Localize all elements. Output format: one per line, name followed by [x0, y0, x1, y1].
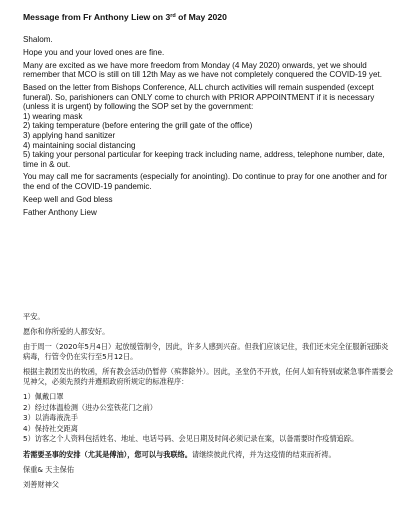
- chinese-sop-item: 5）访客之个人资料包括姓名、地址、电话号码、会见日期及时间必须记录在案，以备需要时作疫情追踪。: [23, 434, 359, 444]
- english-closing: Keep well and God bless: [23, 194, 113, 204]
- english-signature: Father Anthony Liew: [23, 207, 97, 217]
- english-bishops-paragraph: Based on the letter from Bishops Conference, ALL church activities will remain suspended (except funeral). So, parishioners can ONLY come to church with PRIOR APPOINTMENT if it is necessary (unless it is urgent) by following the SOP set by the government:: [23, 82, 375, 112]
- english-message: [23, 12, 395, 217]
- english-sop-item: 4) maintaining social distancing: [23, 140, 136, 150]
- chinese-bishops-paragraph: 根据主教团发出的牧函，所有教会活动仍暂停（殡葬除外）。因此，圣堂仍不开放，任何人如有特别或紧急事件需要会见神父，必须先预约并遵照政府所规定的标准程序：: [23, 367, 394, 386]
- english-sop-item: 3) applying hand sanitizer: [23, 130, 116, 140]
- chinese-sop-item: 4）保持社交距离: [23, 423, 78, 433]
- chinese-signature: 刘善财神父: [23, 479, 59, 489]
- english-wish: Hope you and your loved ones are fine.: [23, 47, 165, 57]
- title-prefix: Message from Fr Anthony Liew on 3: [23, 12, 171, 22]
- chinese-sop-item: 2）经过体温检测（进办公室铁花门之前）: [23, 402, 157, 412]
- english-sop-list: [23, 112, 395, 170]
- chinese-sacraments-paragraph: [23, 450, 395, 460]
- chinese-sop-item: 1）佩戴口罩: [23, 392, 64, 401]
- chinese-message: [23, 312, 395, 490]
- chinese-sacraments-bold: 若需要圣事的安排（尤其是傅油），您可以与我联络。: [23, 449, 192, 459]
- chinese-sop-item: 3）以消毒液洗手: [23, 413, 78, 423]
- english-sop-item: 2) taking temperature (before entering the grill gate of the office): [23, 121, 253, 131]
- english-sacraments-paragraph: You may call me for sacraments (especially for anointing). Do continue to pray for one another and for the end of the COVID-19 pandemic.: [23, 172, 388, 192]
- chinese-closing: 保重& 天主保佑: [23, 464, 75, 474]
- title-suffix: of May 2020: [175, 12, 227, 22]
- chinese-excited-paragraph: 由于周一（2020年5月4日）起放缓管制令，因此，许多人感到兴奋。但我们应该记住，我们还未完全征服新冠肺炎病毒，行管令仍在实行至5月12日。: [23, 342, 389, 361]
- english-sop-item: 5) taking your personal particular for keeping track including name, address, telephone number, date, time in & out.: [23, 150, 385, 169]
- chinese-wish: 愿你和你所爱的人都安好。: [23, 327, 110, 336]
- title-ordinal-suffix: rd: [170, 13, 176, 19]
- chinese-sop-list: [23, 392, 395, 445]
- chinese-sacraments-rest: 请继续彼此代祷，并为这疫情的结束而祈祷。: [191, 449, 336, 459]
- english-sop-item: 1) wearing mask: [23, 111, 83, 121]
- english-greeting: Shalom.: [23, 35, 53, 44]
- english-excited-paragraph: Many are excited as we have more freedom from Monday (4 May 2020) onwards, yet we should remember that MCO is still on till 12th May as we have not completely conquered the COVID-19 yet.: [23, 60, 382, 80]
- message-title: [23, 12, 395, 23]
- chinese-greeting: 平安。: [23, 312, 45, 321]
